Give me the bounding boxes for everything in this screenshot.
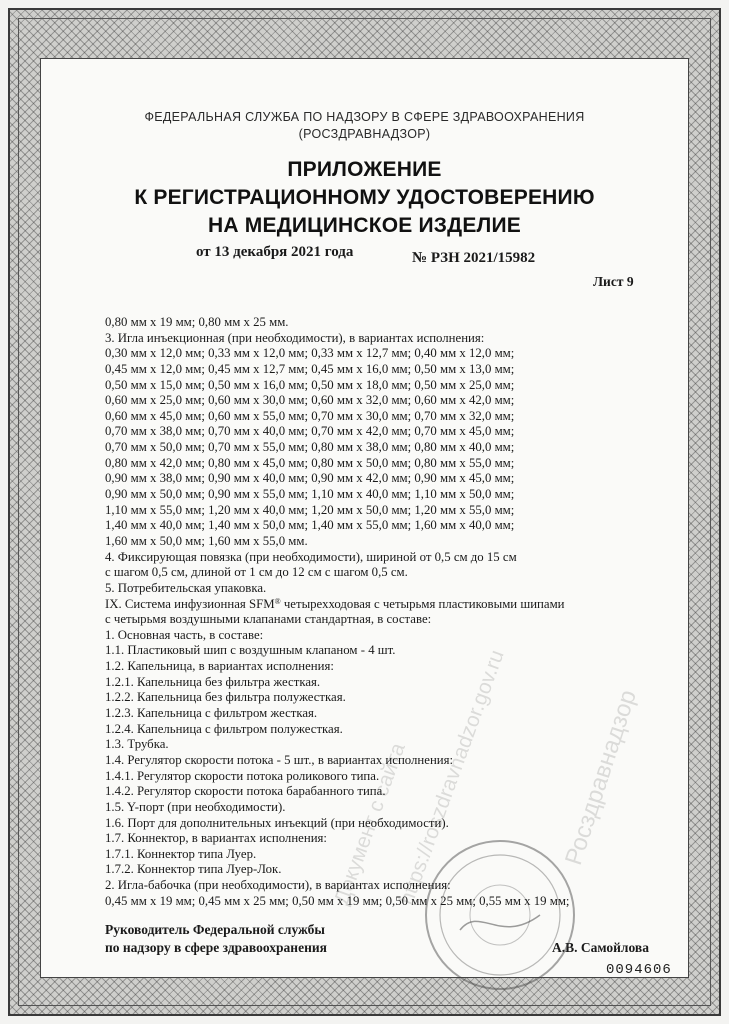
agency-abbreviation: (РОСЗДРАВНАДЗОР) <box>298 127 431 141</box>
spec-line: 0,45 мм х 12,0 мм; 0,45 мм х 12,7 мм; 0,45 мм х 16,0 мм; 0,50 мм х 13,0 мм; <box>105 361 515 376</box>
spec-line: 1.4.1. Регулятор скорости потока роликового типа. <box>105 768 380 783</box>
signatory-role-line1: Руководитель Федеральной службы <box>105 922 325 937</box>
spec-line: 1.2. Капельница, в вариантах исполнения: <box>105 659 334 674</box>
spec-line: 0,90 мм х 50,0 мм; 0,90 мм х 55,0 мм; 1,10 мм х 40,0 мм; 1,10 мм х 50,0 мм; <box>105 487 515 502</box>
watermark-url: https://roszdravnadzor.gov.ru <box>395 646 509 908</box>
spec-line: 0,80 мм х 19 мм; 0,80 мм х 25 мм. <box>105 315 289 329</box>
watermark-agency: Росздравнадзор <box>560 686 643 869</box>
spec-line: 4. Фиксирующая повязка (при необходимости), шириной от 0,5 см до 15 см <box>105 549 517 564</box>
signatory-name: А.В. Самойлова <box>552 940 649 955</box>
spec-line: 1.7.1. Коннектор типа Луер. <box>105 846 257 861</box>
spec-line: 1.4. Регулятор скорости потока - 5 шт., в вариантах исполнения: <box>105 752 454 767</box>
form-serial-number: 0094606 <box>606 962 672 978</box>
spec-line: 2. Игла-бабочка (при необходимости), в вариантах исполнения: <box>105 878 451 893</box>
spec-line: 1.2.4. Капельница с фильтром полужесткая. <box>105 721 343 736</box>
spec-line: 3. Игла инъекционная (при необходимости), в вариантах исполнения: <box>105 330 485 345</box>
official-seal-icon <box>420 835 580 995</box>
spec-line: 0,80 мм х 42,0 мм; 0,80 мм х 45,0 мм; 0,80 мм х 50,0 мм; 0,80 мм х 55,0 мм; <box>105 455 515 470</box>
document-title-line3: НА МЕДИЦИНСКОЕ ИЗДЕЛИЕ <box>208 214 521 237</box>
issue-date: от 13 декабря 2021 года <box>196 244 354 260</box>
spec-line: 1.4.2. Регулятор скорости потока барабанного типа. <box>105 784 386 799</box>
spec-line: 0,70 мм х 38,0 мм; 0,70 мм х 40,0 мм; 0,70 мм х 42,0 мм; 0,70 мм х 45,0 мм; <box>105 424 515 439</box>
document-title-line2: К РЕГИСТРАЦИОННОМУ УДОСТОВЕРЕНИЮ <box>134 186 595 209</box>
watermark-source: Документ с сайта <box>330 739 410 908</box>
spec-line: 1.7.2. Коннектор типа Луер-Лок. <box>105 862 282 877</box>
spec-line: с шагом 0,5 см, длиной от 1 см до 12 см с шагом 0,5 см. <box>105 565 408 580</box>
spec-line: 5. Потребительская упаковка. <box>105 580 267 595</box>
spec-line: 1,40 мм х 40,0 мм; 1,40 мм х 50,0 мм; 1,40 мм х 55,0 мм; 1,60 мм х 40,0 мм; <box>105 518 515 533</box>
spec-line: 1,10 мм х 55,0 мм; 1,20 мм х 40,0 мм; 1,20 мм х 50,0 мм; 1,20 мм х 55,0 мм; <box>105 502 515 517</box>
spec-line: 0,50 мм х 15,0 мм; 0,50 мм х 16,0 мм; 0,50 мм х 18,0 мм; 0,50 мм х 25,0 мм; <box>105 377 515 392</box>
agency-name: ФЕДЕРАЛЬНАЯ СЛУЖБА ПО НАДЗОРУ В СФЕРЕ ЗДРАВООХРАНЕНИЯ <box>144 110 585 124</box>
signatory-role-line2: по надзору в сфере здравоохранения <box>105 940 327 955</box>
spec-line: 0,70 мм х 50,0 мм; 0,70 мм х 55,0 мм; 0,80 мм х 38,0 мм; 0,80 мм х 40,0 мм; <box>105 440 515 455</box>
spec-line: 1.6. Порт для дополнительных инъекций (при необходимости). <box>105 815 449 830</box>
specification-text <box>105 315 585 909</box>
registered-mark: ® <box>274 596 281 606</box>
spec-line: 1.1. Пластиковый шип с воздушным клапаном - 4 шт. <box>105 643 396 658</box>
spec-line: 0,60 мм х 25,0 мм; 0,60 мм х 30,0 мм; 0,60 мм х 32,0 мм; 0,60 мм х 42,0 мм; <box>105 393 515 408</box>
spec-line: 1.2.1. Капельница без фильтра жесткая. <box>105 674 321 689</box>
section-ix-heading <box>105 597 585 613</box>
spec-line: 1,60 мм х 50,0 мм; 1,60 мм х 55,0 мм. <box>105 533 308 548</box>
spec-line: 1.5. Y-порт (при необходимости). <box>105 799 286 814</box>
spec-line: 1.7. Коннектор, в вариантах исполнения: <box>105 831 327 846</box>
spec-line: 1.2.3. Капельница с фильтром жесткая. <box>105 706 318 721</box>
sheet-number: Лист 9 <box>593 274 634 289</box>
section-ix-suffix: четырехходовая с четырьмя пластиковыми шипами <box>280 596 565 611</box>
spec-line: 0,30 мм х 12,0 мм; 0,33 мм х 12,0 мм; 0,33 мм х 12,7 мм; 0,40 мм х 12,0 мм; <box>105 346 515 361</box>
document-title-line1: ПРИЛОЖЕНИЕ <box>287 158 442 181</box>
spec-line: 0,90 мм х 38,0 мм; 0,90 мм х 40,0 мм; 0,90 мм х 42,0 мм; 0,90 мм х 45,0 мм; <box>105 471 515 486</box>
section-ix-prefix: IX. Система инфузионная SFM <box>105 596 275 611</box>
registration-number: № РЗН 2021/15982 <box>412 250 536 266</box>
spec-lines-part1 <box>105 315 585 597</box>
spec-line: 1. Основная часть, в составе: <box>105 627 264 642</box>
spec-line: 0,60 мм х 45,0 мм; 0,60 мм х 55,0 мм; 0,70 мм х 30,0 мм; 0,70 мм х 32,0 мм; <box>105 408 515 423</box>
spec-line: 1.3. Трубка. <box>105 737 169 752</box>
spec-line: 1.2.2. Капельница без фильтра полужесткая. <box>105 690 346 705</box>
spec-line: с четырьмя воздушными клапанами стандартная, в составе: <box>105 612 432 627</box>
spec-line: 0,45 мм х 19 мм; 0,45 мм х 25 мм; 0,50 мм х 19 мм; 0,50 мм х 25 мм; 0,55 мм х 19 мм; <box>105 893 570 908</box>
